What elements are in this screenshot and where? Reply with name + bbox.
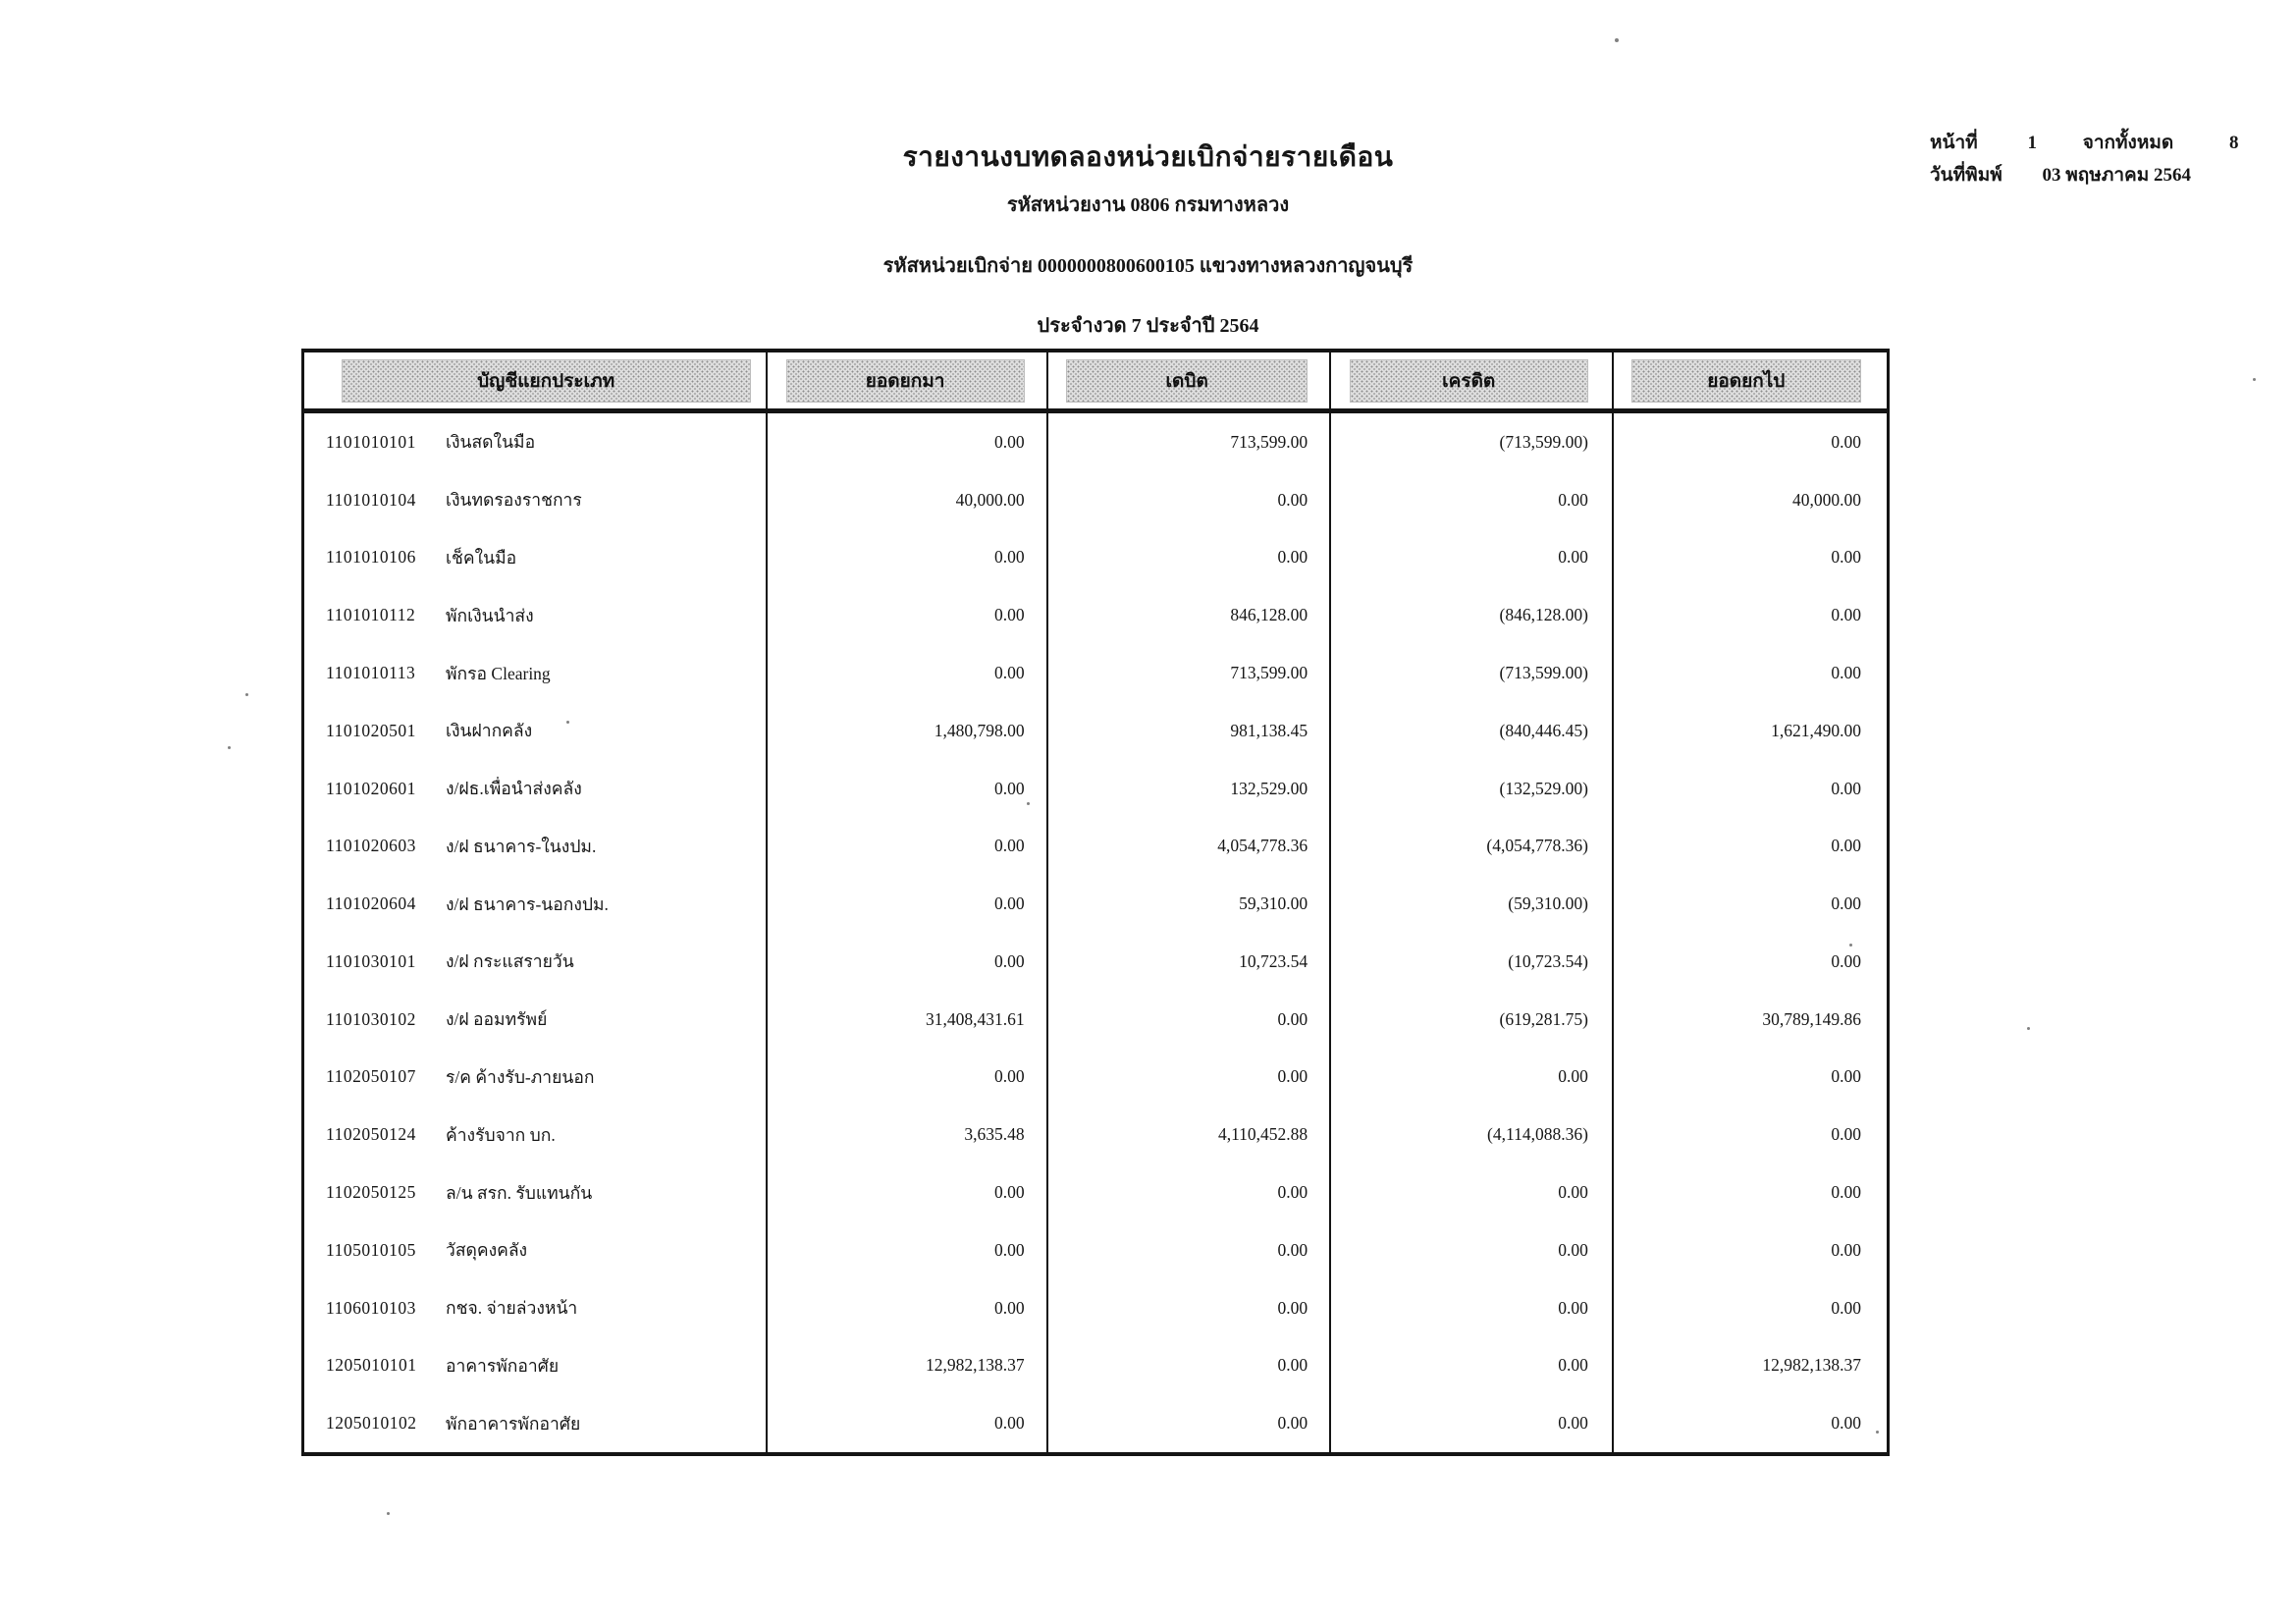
column-header-balance-bf-label: ยอดยกมา — [786, 359, 1025, 403]
balance-carried-forward: 30,789,149.86 — [1762, 1008, 1861, 1029]
balance-brought-forward: 0.00 — [768, 817, 1047, 875]
debit-amount: 0.00 — [1048, 1279, 1332, 1337]
account-code: 1105010105 — [326, 1239, 416, 1260]
table-header-row — [304, 352, 1887, 413]
credit-amount: 0.00 — [1331, 1279, 1614, 1337]
account-code: 1101010106 — [326, 547, 416, 568]
account-cell — [304, 586, 768, 644]
debit-amount: 0.00 — [1048, 1221, 1332, 1279]
account-code: 1101010101 — [326, 431, 416, 452]
table-row — [304, 817, 1887, 875]
table-row — [304, 413, 1887, 471]
table-row — [304, 933, 1887, 991]
balance-carried-forward: 0.00 — [1831, 893, 1861, 914]
debit-amount: 846,128.00 — [1048, 586, 1332, 644]
table-row — [304, 586, 1887, 644]
account-cell — [304, 817, 768, 875]
debit-amount: 59,310.00 — [1048, 875, 1332, 933]
account-name: เงินทดรองราชการ — [446, 490, 582, 511]
account-cell — [304, 702, 768, 760]
account-cell — [304, 991, 768, 1049]
account-cell — [304, 471, 768, 529]
debit-amount: 0.00 — [1048, 529, 1332, 587]
org-code-line: รหัสหน่วยงาน 0806 กรมทางหลวง — [1006, 194, 1290, 216]
table-row — [304, 1337, 1887, 1395]
account-name: พักอาคารพักอาศัย — [446, 1413, 581, 1434]
scan-speck — [1849, 944, 1852, 947]
balance-brought-forward: 40,000.00 — [768, 471, 1047, 529]
balance-brought-forward: 0.00 — [768, 644, 1047, 702]
account-code: 1101020601 — [326, 778, 416, 798]
balance-carried-forward: 0.00 — [1831, 431, 1861, 452]
account-name: กชจ. จ่ายล่วงหน้า — [446, 1298, 578, 1319]
balance-carried-forward: 40,000.00 — [1792, 489, 1861, 510]
column-header-balance-cf — [1614, 352, 1887, 408]
account-name: วัสดุคงคลัง — [446, 1240, 528, 1261]
account-cell — [304, 1049, 768, 1107]
account-cell — [304, 1279, 768, 1337]
table-row — [304, 1279, 1887, 1337]
balance-brought-forward: 0.00 — [768, 1221, 1047, 1279]
table-row — [304, 1106, 1887, 1164]
scan-speck — [245, 693, 248, 696]
credit-amount: (840,446.45) — [1331, 702, 1614, 760]
balance-brought-forward: 0.00 — [768, 529, 1047, 587]
column-header-credit — [1331, 352, 1614, 408]
column-header-account-label: บัญชีแยกประเภท — [342, 359, 751, 403]
account-cell — [304, 1106, 768, 1164]
credit-amount: (846,128.00) — [1331, 586, 1614, 644]
credit-amount: (713,599.00) — [1331, 644, 1614, 702]
credit-amount: (713,599.00) — [1331, 413, 1614, 471]
balance-carried-forward: 12,982,138.37 — [1762, 1355, 1861, 1376]
account-name: ล/น สรก. รับแทนกัน — [446, 1182, 593, 1203]
debit-amount: 4,110,452.88 — [1048, 1106, 1332, 1164]
balance-carried-forward: 0.00 — [1831, 1413, 1861, 1434]
balance-carried-forward: 0.00 — [1831, 950, 1861, 971]
table-body — [304, 413, 1887, 1452]
credit-amount: 0.00 — [1331, 1394, 1614, 1452]
page-number: 1 — [2027, 133, 2037, 153]
table-row — [304, 760, 1887, 818]
table-row — [304, 471, 1887, 529]
column-header-account — [304, 352, 768, 408]
column-header-debit — [1048, 352, 1332, 408]
account-cell — [304, 1164, 768, 1221]
balance-brought-forward: 0.00 — [768, 760, 1047, 818]
total-pages: 8 — [2228, 133, 2239, 153]
account-name: ง/ฝธ.เพื่อนำส่งคลัง — [446, 779, 582, 799]
balance-carried-forward: 0.00 — [1831, 1124, 1861, 1145]
table-row — [304, 702, 1887, 760]
credit-amount: (10,723.54) — [1331, 933, 1614, 991]
scan-speck — [2253, 378, 2256, 381]
debit-amount: 0.00 — [1048, 1164, 1332, 1221]
account-code: 1101020604 — [326, 893, 416, 914]
table-row — [304, 1164, 1887, 1221]
credit-amount: (59,310.00) — [1331, 875, 1614, 933]
account-code: 1205010102 — [326, 1413, 417, 1434]
debit-amount: 981,138.45 — [1048, 702, 1332, 760]
credit-amount: 0.00 — [1331, 529, 1614, 587]
ledger-table — [301, 349, 1890, 1456]
account-name: ร/ค ค้างรับ-ภายนอก — [446, 1066, 595, 1087]
account-code: 1101010112 — [326, 605, 416, 625]
account-name: เช็คในมือ — [446, 547, 517, 568]
scan-speck — [228, 746, 231, 749]
scan-speck — [1615, 38, 1619, 42]
debit-amount: 132,529.00 — [1048, 760, 1332, 818]
debit-amount: 713,599.00 — [1048, 413, 1332, 471]
account-cell — [304, 760, 768, 818]
balance-brought-forward: 31,408,431.61 — [768, 991, 1047, 1049]
period-line: ประจำงวด 7 ประจำปี 2564 — [1037, 315, 1259, 337]
debit-amount: 713,599.00 — [1048, 644, 1332, 702]
account-name: พักเงินนำส่ง — [446, 605, 534, 625]
scan-speck — [2027, 1027, 2030, 1030]
table-row — [304, 1049, 1887, 1107]
balance-carried-forward: 0.00 — [1831, 1239, 1861, 1260]
debit-amount: 0.00 — [1048, 1337, 1332, 1395]
print-date: 03 พฤษภาคม 2564 — [2042, 165, 2191, 186]
table-row — [304, 1394, 1887, 1452]
balance-carried-forward: 0.00 — [1831, 663, 1861, 683]
balance-brought-forward: 0.00 — [768, 1394, 1047, 1452]
balance-brought-forward: 0.00 — [768, 1049, 1047, 1107]
balance-carried-forward: 0.00 — [1831, 778, 1861, 798]
account-code: 1205010101 — [326, 1355, 417, 1376]
print-date-label: วันที่พิมพ์ — [1930, 165, 2002, 186]
column-header-balance-cf-label: ยอดยกไป — [1631, 359, 1861, 403]
account-cell — [304, 644, 768, 702]
account-cell — [304, 875, 768, 933]
column-header-debit-label: เดบิต — [1066, 359, 1308, 403]
account-cell — [304, 1337, 768, 1395]
table-row — [304, 991, 1887, 1049]
balance-brought-forward: 0.00 — [768, 413, 1047, 471]
balance-brought-forward: 0.00 — [768, 1164, 1047, 1221]
table-row — [304, 1221, 1887, 1279]
account-code: 1101010113 — [326, 663, 416, 683]
debit-amount: 0.00 — [1048, 1049, 1332, 1107]
account-code: 1101030102 — [326, 1008, 416, 1029]
balance-brought-forward: 3,635.48 — [768, 1106, 1047, 1164]
account-name: พักรอ Clearing — [446, 663, 551, 683]
balance-carried-forward: 0.00 — [1831, 547, 1861, 568]
balance-carried-forward: 0.00 — [1831, 1066, 1861, 1087]
account-name: เงินสดในมือ — [446, 432, 536, 453]
column-header-balance-bf — [768, 352, 1047, 408]
account-cell — [304, 1394, 768, 1452]
account-code: 1101010104 — [326, 489, 416, 510]
credit-amount: (132,529.00) — [1331, 760, 1614, 818]
account-name: ง/ฝ ธนาคาร-นอกงปม. — [446, 893, 609, 914]
scan-speck — [1027, 802, 1030, 805]
credit-amount: (4,054,778.36) — [1331, 817, 1614, 875]
account-cell — [304, 529, 768, 587]
credit-amount: 0.00 — [1331, 1049, 1614, 1107]
table-row — [304, 529, 1887, 587]
account-name: ง/ฝ ออมทรัพย์ — [446, 1009, 548, 1030]
account-code: 1101020603 — [326, 836, 416, 856]
balance-brought-forward: 1,480,798.00 — [768, 702, 1047, 760]
debit-amount: 10,723.54 — [1048, 933, 1332, 991]
balance-carried-forward: 0.00 — [1831, 605, 1861, 625]
scan-speck — [566, 721, 569, 724]
account-name: อาคารพักอาศัย — [446, 1355, 560, 1376]
balance-carried-forward: 0.00 — [1831, 836, 1861, 856]
account-code: 1106010103 — [326, 1297, 416, 1318]
account-name: ค้างรับจาก บก. — [446, 1124, 556, 1145]
credit-amount: (619,281.75) — [1331, 991, 1614, 1049]
balance-carried-forward: 1,621,490.00 — [1771, 720, 1861, 740]
account-code: 1101020501 — [326, 720, 416, 740]
credit-amount: 0.00 — [1331, 1337, 1614, 1395]
debit-amount: 0.00 — [1048, 1394, 1332, 1452]
account-code: 1102050107 — [326, 1066, 416, 1087]
account-name: ง/ฝ กระแสรายวัน — [446, 951, 574, 972]
credit-amount: 0.00 — [1331, 1164, 1614, 1221]
scan-speck — [387, 1512, 390, 1515]
page-label: หน้าที่ — [1930, 133, 1978, 153]
account-code: 1102050124 — [326, 1124, 416, 1145]
report-title: รายงานงบทดลองหน่วยเบิกจ่ายรายเดือน — [902, 142, 1394, 173]
account-cell — [304, 1221, 768, 1279]
balance-carried-forward: 0.00 — [1831, 1297, 1861, 1318]
balance-brought-forward: 0.00 — [768, 1279, 1047, 1337]
debit-amount: 4,054,778.36 — [1048, 817, 1332, 875]
credit-amount: (4,114,088.36) — [1331, 1106, 1614, 1164]
column-header-credit-label: เครดิต — [1350, 359, 1588, 403]
credit-amount: 0.00 — [1331, 1221, 1614, 1279]
account-cell — [304, 413, 768, 471]
scan-speck — [1876, 1431, 1879, 1434]
balance-brought-forward: 12,982,138.37 — [768, 1337, 1047, 1395]
balance-carried-forward: 0.00 — [1831, 1182, 1861, 1203]
account-code: 1102050125 — [326, 1182, 416, 1203]
debit-amount: 0.00 — [1048, 991, 1332, 1049]
table-row — [304, 875, 1887, 933]
table-row — [304, 644, 1887, 702]
balance-brought-forward: 0.00 — [768, 586, 1047, 644]
account-name: ง/ฝ ธนาคาร-ในงปม. — [446, 836, 597, 856]
account-name: เงินฝากคลัง — [446, 721, 533, 741]
balance-brought-forward: 0.00 — [768, 875, 1047, 933]
account-cell — [304, 933, 768, 991]
disbursement-unit-line: รหัสหน่วยเบิกจ่าย 0000000800600105 แขวงทางหลวงกาญจนบุรี — [882, 255, 1414, 277]
debit-amount: 0.00 — [1048, 471, 1332, 529]
total-pages-label: จากทั้งหมด — [2082, 133, 2174, 153]
account-code: 1101030101 — [326, 950, 416, 971]
credit-amount: 0.00 — [1331, 471, 1614, 529]
balance-brought-forward: 0.00 — [768, 933, 1047, 991]
